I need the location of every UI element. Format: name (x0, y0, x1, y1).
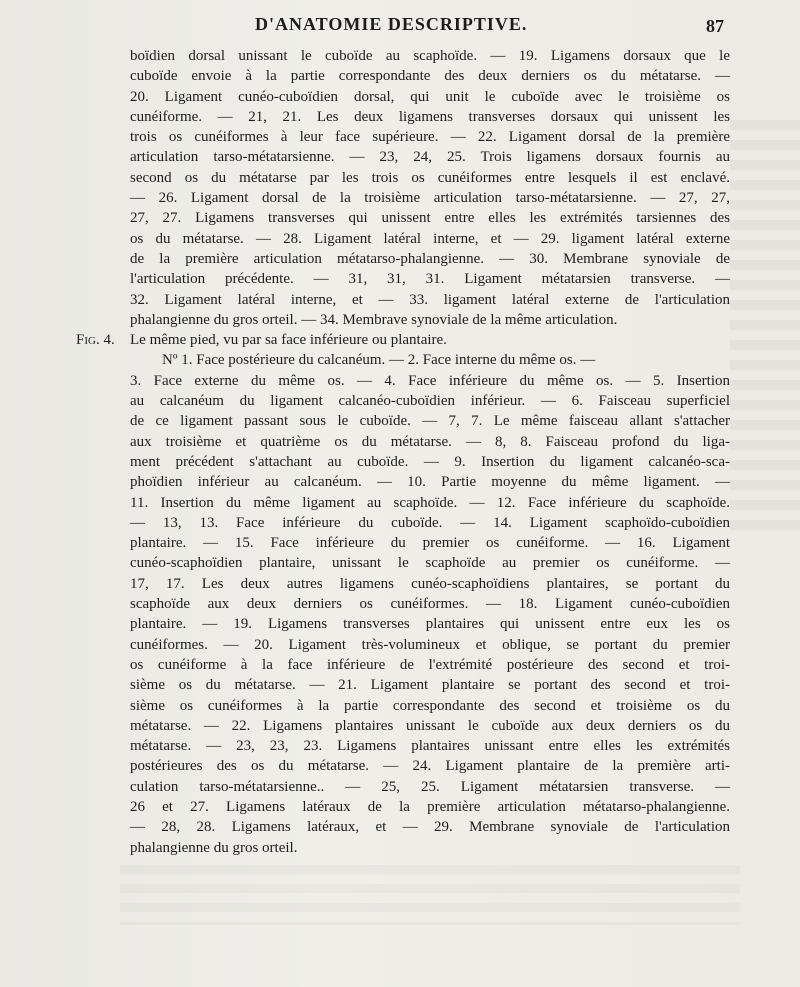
text-line: Nº 1. Face postérieure du calcanéum. — 2. Face interne du même os. — (162, 352, 596, 369)
text-line: sième os cunéiformes à la partie correspondante des second et troisième os du (130, 697, 730, 714)
fig4-caption-line (76, 330, 730, 350)
show-through-shadow (730, 120, 800, 540)
text-line: 3. Face externe du même os. — 4. Face inférieure du même os. — 5. Insertion (130, 372, 730, 389)
text-line: métatarse. — 22. Ligamens plantaires unissant le cuboïde aux deux derniers os du (130, 717, 730, 734)
text-line: cunéiformes. — 20. Ligament très-volumineux et oblique, se portant du premier (130, 636, 730, 653)
text-line: au calcanéum du ligament calcanéo-cuboïdien inférieur. — 6. Faisceau superficiel (130, 393, 730, 410)
text-line: phalangienne du gros orteil. — 34. Membrave synoviale de la même articulation. (130, 311, 618, 328)
fig3-continuation (130, 46, 730, 330)
page-number: 87 (706, 16, 724, 36)
body-text (76, 46, 730, 858)
text-line: phoïdien inférieur au calcanéum. — 10. Partie moyenne du même ligament. — (130, 474, 730, 491)
text-line: aux troisième et quatrième os du métatarse. — 8, 8. Faisceau profond du liga- (130, 433, 730, 450)
fig4-label: Fig. 4. (76, 332, 115, 349)
text-line: postérieures des os du métatarse. — 24. Ligament plantaire de la première arti- (130, 758, 730, 775)
text-line: sième os du métatarse. — 21. Ligament plantaire se portant des second et troi- (130, 677, 730, 694)
fig4-legend (130, 350, 730, 857)
text-line: phalangienne du gros orteil. (130, 839, 298, 856)
text-line: plantaire. — 19. Ligamens transverses plantaires qui unissent entre eux les os (130, 616, 730, 633)
text-line: 27, 27. Ligamens transverses qui unissent entre elles les extrémités tarsiennes des (130, 210, 730, 227)
show-through-shadow-bottom (120, 865, 740, 925)
text-line: cuboïde envoie à la partie correspondante des deux derniers os du métatarse. — (130, 68, 730, 85)
text-line: — 28, 28. Ligamens latéraux, et — 29. Membrane synoviale de l'articulation (130, 819, 730, 836)
text-line: — 26. Ligament dorsal de la troisième articulation tarso-métatarsienne. — 27, 27, (130, 190, 730, 207)
text-line: de la première articulation métatarso-phalangienne. — 30. Membrane synoviale de (130, 250, 730, 267)
text-line: scaphoïde aux deux derniers os cunéiformes. — 18. Ligament cunéo-cuboïdien (130, 596, 730, 613)
text-line: l'articulation précédente. — 31, 31, 31. Ligament métatarsien transverse. — (130, 271, 730, 288)
text-line: 26 et 27. Ligamens latéraux de la première articulation métatarso-phalangienne. (130, 798, 730, 815)
text-line: articulation tarso-métatarsienne. — 23, 24, 25. Trois ligamens dorsaux fournis au (130, 149, 730, 166)
text-line: 17, 17. Les deux autres ligamens cunéo-scaphoïdiens plantaires, se portant du (130, 575, 730, 592)
text-line: de ce ligament passant sous le cuboïde. — 7, 7. Le même faisceau allant s'attacher (130, 413, 730, 430)
text-line: culation tarso-métatarsienne.. — 25, 25. Ligament métatarsien transverse. — (130, 778, 730, 795)
text-line: ment précédent s'attachant au cuboïde. — 9. Insertion du ligament calcanéo-sca- (130, 453, 730, 470)
text-line: cunéo-scaphoïdien plantaire, unissant le scaphoïde au premier os cunéiforme. — (130, 555, 730, 572)
text-line: trois os cunéiformes à leur face supérieure. — 22. Ligament dorsal de la première (130, 129, 730, 146)
running-title: D'ANATOMIE DESCRIPTIVE. (255, 14, 528, 34)
text-line: boïdien dorsal unissant le cuboïde au scaphoïde. — 19. Ligamens dorsaux que le (130, 48, 730, 64)
text-line: — 13, 13. Face inférieure du cuboïde. — 14. Ligament scaphoïdo-cuboïdien (130, 514, 730, 531)
text-line: os du métatarse. — 28. Ligament latéral interne, et — 29. ligament latéral externe (130, 230, 730, 247)
text-line: second os du métatarse par les trois os cunéiformes entre lesquels il est enclavé. (130, 169, 730, 186)
text-line: 32. Ligament latéral interne, et — 33. ligament latéral externe de l'articulation (130, 291, 730, 308)
text-line: 20. Ligament cunéo-cuboïdien dorsal, qui unit le cuboïde avec le troisième os (130, 88, 730, 105)
text-line: plantaire. — 15. Face inférieure du premier os cunéiforme. — 16. Ligament (130, 535, 730, 552)
text-line: os cunéiforme à la face inférieure de l'extrémité postérieure des second et troi- (130, 656, 730, 673)
text-line: 11. Insertion du même ligament au scaphoïde. — 12. Face inférieure du scaphoïde. (130, 494, 730, 511)
text-line: cunéiforme. — 21, 21. Les deux ligamens transverses dorsaux qui unissent les (130, 108, 730, 125)
fig4-caption: Le même pied, vu par sa face inférieure ou plantaire. (130, 332, 447, 349)
text-line: métatarse. — 23, 23, 23. Ligamens plantaires unissant entre elles les extrémités (130, 738, 730, 755)
